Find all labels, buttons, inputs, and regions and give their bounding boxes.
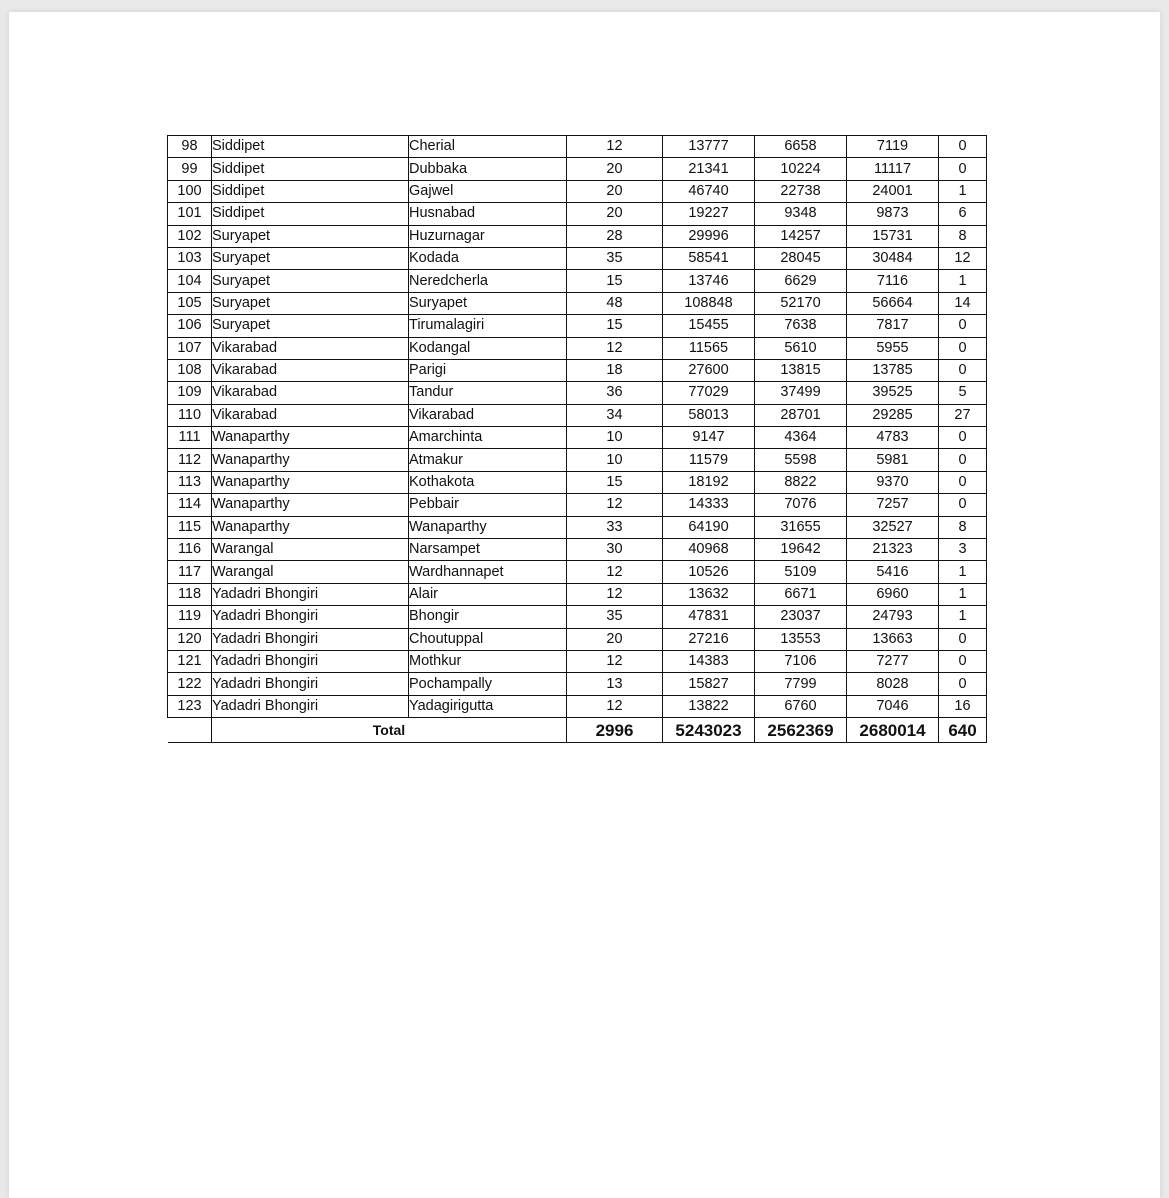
cell-others: 12 — [939, 247, 987, 269]
cell-district: Siddipet — [212, 136, 409, 158]
table-row — [168, 382, 987, 404]
cell-district: Siddipet — [212, 203, 409, 225]
cell-municipality: Narsampet — [409, 539, 567, 561]
table-row — [168, 247, 987, 269]
cell-others: 27 — [939, 404, 987, 426]
cell-wards: 12 — [567, 337, 663, 359]
cell-district: Suryapet — [212, 247, 409, 269]
total-row — [168, 718, 987, 743]
cell-sno: 115 — [168, 516, 212, 538]
cell-wards: 34 — [567, 404, 663, 426]
table-row — [168, 471, 987, 493]
cell-female: 7119 — [847, 136, 939, 158]
cell-sno: 122 — [168, 673, 212, 695]
cell-district: Vikarabad — [212, 337, 409, 359]
cell-sno: 114 — [168, 494, 212, 516]
cell-district: Vikarabad — [212, 359, 409, 381]
cell-total-voters: 15455 — [663, 315, 755, 337]
cell-total-voters: 13632 — [663, 583, 755, 605]
cell-municipality: Kothakota — [409, 471, 567, 493]
cell-male: 9348 — [755, 203, 847, 225]
cell-district: Suryapet — [212, 270, 409, 292]
cell-female: 7277 — [847, 650, 939, 672]
total-voters: 5243023 — [663, 718, 755, 743]
cell-total-voters: 19227 — [663, 203, 755, 225]
cell-district: Wanaparthy — [212, 427, 409, 449]
cell-municipality: Parigi — [409, 359, 567, 381]
table-row — [168, 158, 987, 180]
cell-sno: 111 — [168, 427, 212, 449]
cell-district: Suryapet — [212, 292, 409, 314]
table-row — [168, 583, 987, 605]
cell-municipality: Mothkur — [409, 650, 567, 672]
cell-wards: 15 — [567, 270, 663, 292]
cell-others: 6 — [939, 203, 987, 225]
cell-others: 14 — [939, 292, 987, 314]
cell-total-voters: 47831 — [663, 606, 755, 628]
cell-male: 7076 — [755, 494, 847, 516]
cell-district: Yadadri Bhongiri — [212, 628, 409, 650]
cell-sno: 100 — [168, 180, 212, 202]
cell-others: 5 — [939, 382, 987, 404]
cell-wards: 12 — [567, 650, 663, 672]
cell-female: 32527 — [847, 516, 939, 538]
cell-municipality: Cherial — [409, 136, 567, 158]
cell-male: 37499 — [755, 382, 847, 404]
cell-total-voters: 29996 — [663, 225, 755, 247]
cell-wards: 18 — [567, 359, 663, 381]
cell-others: 0 — [939, 471, 987, 493]
cell-district: Yadadri Bhongiri — [212, 673, 409, 695]
table-row — [168, 337, 987, 359]
cell-sno: 113 — [168, 471, 212, 493]
cell-others: 0 — [939, 628, 987, 650]
cell-wards: 20 — [567, 158, 663, 180]
cell-sno: 110 — [168, 404, 212, 426]
cell-district: Siddipet — [212, 180, 409, 202]
cell-others: 0 — [939, 427, 987, 449]
cell-wards: 13 — [567, 673, 663, 695]
cell-total-voters: 108848 — [663, 292, 755, 314]
cell-total-voters: 11579 — [663, 449, 755, 471]
cell-male: 6629 — [755, 270, 847, 292]
table-row — [168, 606, 987, 628]
table-row — [168, 203, 987, 225]
cell-female: 7046 — [847, 695, 939, 717]
total-wards: 2996 — [567, 718, 663, 743]
cell-others: 1 — [939, 606, 987, 628]
cell-male: 10224 — [755, 158, 847, 180]
cell-municipality: Wardhannapet — [409, 561, 567, 583]
cell-female: 5981 — [847, 449, 939, 471]
cell-others: 1 — [939, 180, 987, 202]
cell-female: 6960 — [847, 583, 939, 605]
cell-total-voters: 18192 — [663, 471, 755, 493]
cell-others: 1 — [939, 270, 987, 292]
table-row — [168, 225, 987, 247]
cell-sno: 98 — [168, 136, 212, 158]
cell-sno: 99 — [168, 158, 212, 180]
cell-female: 4783 — [847, 427, 939, 449]
cell-wards: 48 — [567, 292, 663, 314]
cell-municipality: Yadagirigutta — [409, 695, 567, 717]
cell-wards: 12 — [567, 561, 663, 583]
cell-male: 19642 — [755, 539, 847, 561]
cell-male: 23037 — [755, 606, 847, 628]
cell-wards: 35 — [567, 606, 663, 628]
cell-male: 28701 — [755, 404, 847, 426]
table-row — [168, 270, 987, 292]
cell-female: 15731 — [847, 225, 939, 247]
cell-municipality: Pochampally — [409, 673, 567, 695]
cell-female: 24793 — [847, 606, 939, 628]
cell-male: 5610 — [755, 337, 847, 359]
cell-others: 0 — [939, 337, 987, 359]
cell-sno: 104 — [168, 270, 212, 292]
cell-others: 0 — [939, 650, 987, 672]
cell-male: 6671 — [755, 583, 847, 605]
table-body — [168, 136, 987, 718]
cell-wards: 20 — [567, 180, 663, 202]
cell-others: 0 — [939, 449, 987, 471]
cell-sno: 102 — [168, 225, 212, 247]
cell-male: 22738 — [755, 180, 847, 202]
cell-others: 8 — [939, 516, 987, 538]
cell-others: 1 — [939, 561, 987, 583]
cell-municipality: Wanaparthy — [409, 516, 567, 538]
cell-municipality: Vikarabad — [409, 404, 567, 426]
cell-female: 13663 — [847, 628, 939, 650]
cell-male: 5598 — [755, 449, 847, 471]
cell-wards: 10 — [567, 449, 663, 471]
cell-total-voters: 40968 — [663, 539, 755, 561]
cell-district: Wanaparthy — [212, 516, 409, 538]
municipality-voters-table — [167, 135, 987, 743]
cell-female: 5955 — [847, 337, 939, 359]
cell-wards: 28 — [567, 225, 663, 247]
cell-sno: 106 — [168, 315, 212, 337]
cell-wards: 36 — [567, 382, 663, 404]
cell-municipality: Husnabad — [409, 203, 567, 225]
cell-total-voters: 27600 — [663, 359, 755, 381]
cell-others: 3 — [939, 539, 987, 561]
cell-female: 13785 — [847, 359, 939, 381]
cell-wards: 12 — [567, 583, 663, 605]
cell-male: 6658 — [755, 136, 847, 158]
cell-district: Siddipet — [212, 158, 409, 180]
cell-sno: 118 — [168, 583, 212, 605]
cell-municipality: Neredcherla — [409, 270, 567, 292]
cell-wards: 20 — [567, 628, 663, 650]
cell-district: Warangal — [212, 561, 409, 583]
table-row — [168, 136, 987, 158]
cell-total-voters: 10526 — [663, 561, 755, 583]
cell-others: 0 — [939, 136, 987, 158]
cell-male: 7106 — [755, 650, 847, 672]
cell-male: 31655 — [755, 516, 847, 538]
table-row — [168, 539, 987, 561]
cell-municipality: Suryapet — [409, 292, 567, 314]
cell-municipality: Tandur — [409, 382, 567, 404]
cell-municipality: Bhongir — [409, 606, 567, 628]
cell-sno: 123 — [168, 695, 212, 717]
table-row — [168, 673, 987, 695]
cell-district: Suryapet — [212, 225, 409, 247]
cell-male: 8822 — [755, 471, 847, 493]
cell-others: 0 — [939, 494, 987, 516]
cell-female: 5416 — [847, 561, 939, 583]
cell-female: 11117 — [847, 158, 939, 180]
cell-total-voters: 21341 — [663, 158, 755, 180]
cell-wards: 12 — [567, 695, 663, 717]
cell-total-voters: 13777 — [663, 136, 755, 158]
cell-sno: 121 — [168, 650, 212, 672]
cell-municipality: Tirumalagiri — [409, 315, 567, 337]
cell-male: 7638 — [755, 315, 847, 337]
cell-district: Yadadri Bhongiri — [212, 606, 409, 628]
cell-municipality: Pebbair — [409, 494, 567, 516]
cell-total-voters: 11565 — [663, 337, 755, 359]
cell-district: Wanaparthy — [212, 471, 409, 493]
cell-district: Suryapet — [212, 315, 409, 337]
cell-municipality: Kodangal — [409, 337, 567, 359]
cell-municipality: Gajwel — [409, 180, 567, 202]
table-row — [168, 180, 987, 202]
total-blank-cell — [168, 718, 212, 743]
table-row — [168, 449, 987, 471]
cell-female: 39525 — [847, 382, 939, 404]
table-row — [168, 561, 987, 583]
cell-wards: 20 — [567, 203, 663, 225]
cell-wards: 35 — [567, 247, 663, 269]
table-row — [168, 650, 987, 672]
cell-total-voters: 27216 — [663, 628, 755, 650]
cell-female: 9370 — [847, 471, 939, 493]
cell-others: 0 — [939, 359, 987, 381]
table-row — [168, 359, 987, 381]
cell-total-voters: 13746 — [663, 270, 755, 292]
cell-municipality: Choutuppal — [409, 628, 567, 650]
cell-district: Vikarabad — [212, 404, 409, 426]
cell-sno: 120 — [168, 628, 212, 650]
table-row — [168, 427, 987, 449]
cell-sno: 109 — [168, 382, 212, 404]
cell-district: Yadadri Bhongiri — [212, 650, 409, 672]
table-row — [168, 628, 987, 650]
total-label: Total — [212, 718, 567, 743]
cell-wards: 12 — [567, 494, 663, 516]
cell-others: 0 — [939, 315, 987, 337]
cell-sno: 105 — [168, 292, 212, 314]
cell-others: 0 — [939, 673, 987, 695]
cell-total-voters: 15827 — [663, 673, 755, 695]
cell-male: 5109 — [755, 561, 847, 583]
cell-male: 14257 — [755, 225, 847, 247]
cell-female: 7116 — [847, 270, 939, 292]
cell-sno: 112 — [168, 449, 212, 471]
cell-district: Yadadri Bhongiri — [212, 695, 409, 717]
cell-sno: 108 — [168, 359, 212, 381]
cell-sno: 117 — [168, 561, 212, 583]
cell-male: 52170 — [755, 292, 847, 314]
cell-wards: 15 — [567, 471, 663, 493]
cell-municipality: Alair — [409, 583, 567, 605]
cell-female: 21323 — [847, 539, 939, 561]
cell-district: Vikarabad — [212, 382, 409, 404]
cell-male: 4364 — [755, 427, 847, 449]
cell-others: 0 — [939, 158, 987, 180]
cell-total-voters: 46740 — [663, 180, 755, 202]
cell-sno: 107 — [168, 337, 212, 359]
cell-others: 16 — [939, 695, 987, 717]
document-page — [9, 12, 1160, 1198]
cell-male: 13815 — [755, 359, 847, 381]
cell-total-voters: 58013 — [663, 404, 755, 426]
total-female: 2680014 — [847, 718, 939, 743]
cell-wards: 30 — [567, 539, 663, 561]
cell-municipality: Huzurnagar — [409, 225, 567, 247]
cell-wards: 10 — [567, 427, 663, 449]
cell-female: 56664 — [847, 292, 939, 314]
cell-total-voters: 14383 — [663, 650, 755, 672]
cell-female: 7817 — [847, 315, 939, 337]
cell-total-voters: 9147 — [663, 427, 755, 449]
cell-wards: 33 — [567, 516, 663, 538]
total-others: 640 — [939, 718, 987, 743]
cell-male: 28045 — [755, 247, 847, 269]
cell-female: 8028 — [847, 673, 939, 695]
cell-others: 8 — [939, 225, 987, 247]
table-row — [168, 494, 987, 516]
cell-wards: 12 — [567, 136, 663, 158]
cell-others: 1 — [939, 583, 987, 605]
cell-total-voters: 14333 — [663, 494, 755, 516]
cell-municipality: Kodada — [409, 247, 567, 269]
cell-male: 7799 — [755, 673, 847, 695]
table-row — [168, 404, 987, 426]
cell-total-voters: 13822 — [663, 695, 755, 717]
cell-district: Wanaparthy — [212, 494, 409, 516]
cell-female: 24001 — [847, 180, 939, 202]
cell-male: 6760 — [755, 695, 847, 717]
cell-female: 7257 — [847, 494, 939, 516]
cell-total-voters: 58541 — [663, 247, 755, 269]
table-row — [168, 315, 987, 337]
cell-sno: 101 — [168, 203, 212, 225]
cell-male: 13553 — [755, 628, 847, 650]
cell-female: 30484 — [847, 247, 939, 269]
cell-municipality: Amarchinta — [409, 427, 567, 449]
table-row — [168, 695, 987, 717]
cell-sno: 116 — [168, 539, 212, 561]
cell-sno: 103 — [168, 247, 212, 269]
cell-sno: 119 — [168, 606, 212, 628]
cell-female: 29285 — [847, 404, 939, 426]
cell-wards: 15 — [567, 315, 663, 337]
total-male: 2562369 — [755, 718, 847, 743]
cell-municipality: Dubbaka — [409, 158, 567, 180]
cell-total-voters: 77029 — [663, 382, 755, 404]
cell-district: Yadadri Bhongiri — [212, 583, 409, 605]
cell-female: 9873 — [847, 203, 939, 225]
cell-district: Wanaparthy — [212, 449, 409, 471]
cell-district: Warangal — [212, 539, 409, 561]
table-row — [168, 516, 987, 538]
cell-total-voters: 64190 — [663, 516, 755, 538]
table-row — [168, 292, 987, 314]
cell-municipality: Atmakur — [409, 449, 567, 471]
